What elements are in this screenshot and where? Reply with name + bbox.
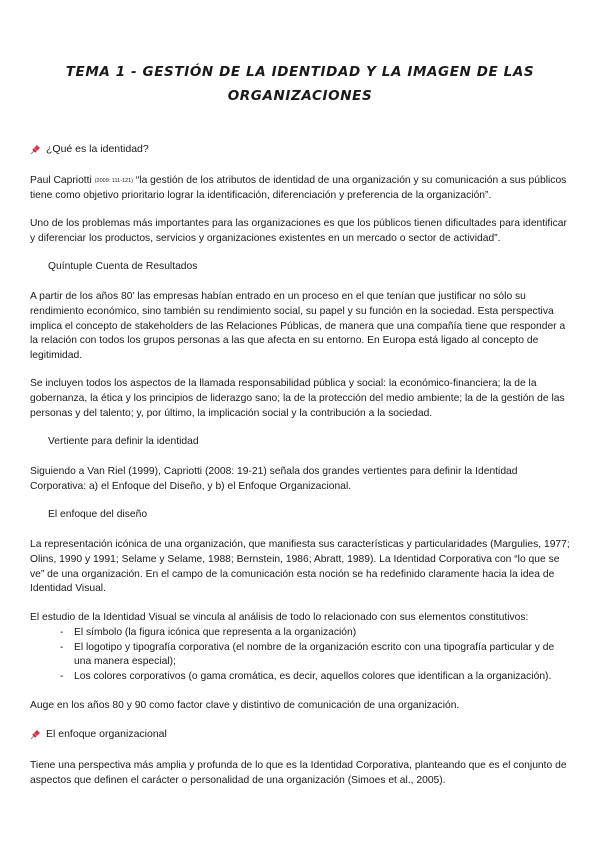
paragraph-capriotti (30, 174, 570, 203)
pushpin-icon (30, 729, 41, 740)
paragraph-auge: Auge en los años 80 y 90 como factor clave y distintivo de comunicación de una organización. (30, 699, 460, 711)
author-name: Paul Capriotti (30, 175, 92, 186)
section-heading-identity (30, 142, 570, 156)
paragraph-organizational: Tiene una perspectiva más amplia y profunda de lo que es la Identidad Corporativa, planteando que es el conjunto de aspectos que definen el carácter o personalidad de una organización (Simoes et al., 2005). (30, 760, 567, 786)
paragraph-representation: La representación icónica de una organización, que manifiesta sus características y particularidades (Margulies, 1977; Olins, 1990 y 1991; Selame y Selame, 1988; Bernstein, 1986; Abratt, 1989). La Identidad Corporativa con “lo que se ve” de una organización. En el campo de la comunicación esta noción se ha redefinido claramente hacia la idea de Identidad Visual. (30, 539, 570, 595)
section-heading-label: ¿Qué es la identidad? (46, 143, 149, 155)
pushpin-icon (30, 144, 41, 155)
paragraph-80s: A partir de los años 80’ las empresas habían entrado en un proceso en el que tenían que justificar no sólo su rendimiento económico, sino también su rendimiento social, su papel y su función en la sociedad. Esta perspectiva implica el concepto de stakeholders de las Relaciones Públicas, de manera que una compañía tiene que responder a la relación con todos los grupos personas a las que afecta en su entorno. En Europa está ligado al concepto de legitimidad. (30, 291, 566, 361)
paragraph-problem: Uno de los problemas más importantes para las organizaciones es que los públicos tienen dificultades para identificar y diferenciar los productos, servicios y organizaciones existentes en un mercado o sector de actividad”. (30, 218, 567, 244)
paragraph-van-riel: Siguiendo a Van Riel (1999), Capriotti (2008: 19-21) señala dos grandes vertientes para definir la Identidad Corporativa: a) el Enfoque del Diseño, y b) el Enfoque Organizacional. (30, 466, 518, 492)
section-heading-label: El enfoque organizacional (46, 728, 167, 741)
section-heading-organizational (30, 727, 570, 741)
subheading-design: El enfoque del diseño (48, 509, 148, 521)
subheading-quintuple: Quíntuple Cuenta de Resultados (48, 261, 198, 273)
paragraph-visual-identity: El estudio de la Identidad Visual se vincula al análisis de todo lo relacionado con sus elementos constitutivos: (30, 611, 529, 623)
elements-list (30, 626, 570, 684)
quote-text: “la gestión de los atributos de identidad de una organización y su comunicación a sus públicos tiene como objetivo prioritario lograr la identificación, diferenciación y preferencia de la organización”. (30, 175, 567, 201)
list-item: - Los colores corporativos (o gama cromática, es decir, aquellos colores que identifican a la organización). (60, 670, 570, 685)
list-item: - El símbolo (la figura icónica que representa a la organización) (60, 626, 570, 641)
list-item: - El logotipo y tipografía corporativa (el nombre de la organización escrito con una tipografía particular y de una manera especial); (60, 641, 570, 670)
document-title: TEMA 1 - GESTIÓN DE LA IDENTIDAD Y LA IMAGEN DE LAS ORGANIZACIONES (65, 64, 535, 104)
paragraph-aspects: Se incluyen todos los aspectos de la llamada responsabilidad pública y social: la económico-financiera; la de la gobernanza, la ética y los principios de liderazgo sano; la de la protección del medio ambiente; la de la gestión de las personas y del talento; y, por último, la implicación social y la contribución a la sociedad. (30, 378, 565, 419)
citation: (2009: 111-121) (94, 178, 134, 184)
subheading-vertiente: Vertiente para definir la identidad (48, 436, 199, 448)
